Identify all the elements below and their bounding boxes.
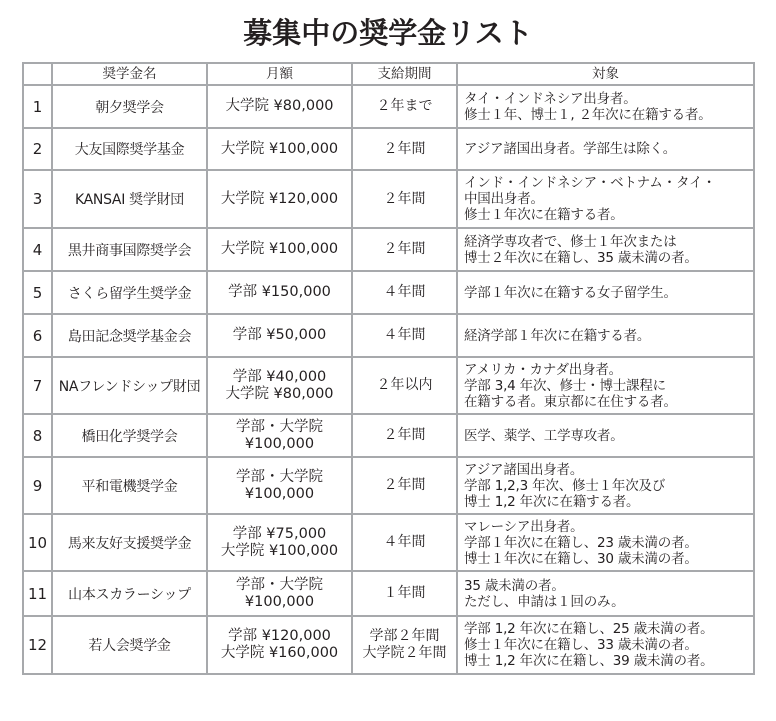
eligibility-line: アメリカ・カナダ出身者。: [464, 361, 622, 378]
table-row: [23, 514, 754, 571]
eligibility-line: 学部 1,2,3 年次、修士１年次及び: [464, 477, 666, 494]
period-line: ２年間: [383, 477, 426, 493]
amount-line: 学部 ¥40,000: [232, 368, 327, 385]
table-row: [23, 314, 754, 357]
period-line: ４年間: [383, 284, 426, 300]
cell-scholarship-name: 山本スカラーシップ: [52, 571, 207, 616]
cell-payment-period: [352, 457, 457, 514]
header-name: 奨学金名: [52, 63, 207, 85]
eligibility-line: 博士 1,2 年次に在籍する者。: [464, 493, 640, 510]
cell-number: 7: [23, 357, 52, 414]
eligibility-line: 修士１年次に在籍する者。: [464, 207, 624, 223]
amount-line: 大学院 ¥160,000: [220, 645, 339, 661]
cell-monthly-amount: [207, 357, 352, 414]
table-row: [23, 271, 754, 314]
eligibility-line: ただし、申請は１回のみ。: [464, 593, 625, 610]
period-line: ４年間: [383, 534, 426, 550]
cell-scholarship-name: 島田記念奨学基金会: [52, 314, 207, 357]
cell-number: 1: [23, 85, 52, 128]
cell-payment-period: [352, 271, 457, 314]
period-line: ２年間: [383, 140, 426, 157]
table-header-row: [23, 63, 754, 85]
eligibility-line: 学部 3,4 年次、修士・博士課程に: [464, 377, 666, 394]
cell-eligibility: [457, 271, 754, 314]
cell-number: 4: [23, 228, 52, 271]
table-row: [23, 616, 754, 674]
cell-monthly-amount: [207, 414, 352, 457]
cell-scholarship-name: 朝夕奨学会: [52, 85, 207, 128]
cell-eligibility: [457, 457, 754, 514]
cell-payment-period: [352, 357, 457, 414]
header-amount: 月額: [207, 63, 352, 85]
cell-eligibility: [457, 571, 754, 616]
cell-eligibility: [457, 357, 754, 414]
cell-scholarship-name: 大友国際奨学基金: [52, 128, 207, 170]
eligibility-line: アジア諸国出身者。: [464, 461, 584, 478]
cell-payment-period: [352, 85, 457, 128]
amount-line: 大学院 ¥100,000: [220, 140, 339, 157]
amount-line: 学部・大学院: [236, 418, 323, 435]
cell-number: 10: [23, 514, 52, 571]
cell-payment-period: [352, 314, 457, 357]
cell-monthly-amount: [207, 128, 352, 170]
cell-monthly-amount: [207, 85, 352, 128]
cell-number: 11: [23, 571, 52, 616]
amount-line: 学部 ¥150,000: [228, 284, 331, 300]
eligibility-line: マレーシア出身者。: [464, 518, 584, 535]
cell-payment-period: [352, 414, 457, 457]
amount-line: 学部 ¥75,000: [232, 525, 327, 542]
eligibility-line: 医学、薬学、工学専攻者。: [464, 427, 624, 444]
cell-scholarship-name: 馬来友好支援奨学金: [52, 514, 207, 571]
period-line: １年間: [383, 585, 426, 601]
table-row: [23, 128, 754, 170]
cell-monthly-amount: [207, 571, 352, 616]
eligibility-line: アジア諸国出身者。学部生は除く。: [464, 141, 676, 157]
amount-line: ¥100,000: [244, 485, 315, 502]
cell-monthly-amount: [207, 514, 352, 571]
cell-number: 9: [23, 457, 52, 514]
cell-eligibility: [457, 314, 754, 357]
amount-line: 大学院 ¥120,000: [220, 190, 339, 207]
cell-scholarship-name: NAフレンドシップ財団: [52, 357, 207, 414]
cell-monthly-amount: [207, 457, 352, 514]
cell-monthly-amount: [207, 314, 352, 357]
amount-line: 大学院 ¥80,000: [225, 385, 334, 402]
period-line: ２年間: [383, 241, 426, 257]
cell-number: 3: [23, 170, 52, 228]
period-line: ２年間: [383, 190, 426, 207]
cell-monthly-amount: [207, 616, 352, 674]
cell-number: 8: [23, 414, 52, 457]
cell-payment-period: [352, 228, 457, 271]
eligibility-line: 修士１年次に在籍し、33 歳未満の者。: [464, 637, 698, 653]
cell-scholarship-name: 若人会奨学金: [52, 616, 207, 674]
cell-eligibility: [457, 514, 754, 571]
cell-eligibility: [457, 414, 754, 457]
table-row: [23, 170, 754, 228]
eligibility-line: インド・インドネシア・ベトナム・タイ・: [464, 175, 716, 191]
cell-number: 2: [23, 128, 52, 170]
cell-payment-period: [352, 571, 457, 616]
amount-line: 学部・大学院: [236, 468, 323, 485]
header-no: [23, 63, 52, 85]
eligibility-line: 修士１年、博士１, ２年次に在籍する者。: [464, 106, 712, 123]
cell-monthly-amount: [207, 228, 352, 271]
amount-line: ¥100,000: [244, 435, 315, 452]
table-row: [23, 414, 754, 457]
page-title: 募集中の奨学金リスト: [243, 16, 533, 50]
eligibility-line: 35 歳未満の者。: [464, 577, 565, 594]
table-row: [23, 228, 754, 271]
amount-line: 大学院 ¥100,000: [220, 241, 339, 257]
amount-line: 学部・大学院: [236, 576, 323, 593]
cell-scholarship-name: さくら留学生奨学金: [52, 271, 207, 314]
table-row: [23, 357, 754, 414]
cell-eligibility: [457, 616, 754, 674]
scholarship-table: [22, 62, 755, 675]
amount-line: 学部 ¥50,000: [232, 327, 327, 343]
eligibility-line: 中国出身者。: [464, 191, 544, 207]
header-target: 対象: [457, 63, 754, 85]
cell-number: 5: [23, 271, 52, 314]
cell-scholarship-name: 平和電機奨学金: [52, 457, 207, 514]
period-line: ４年間: [383, 327, 426, 343]
eligibility-line: 博士１年次に在籍し、30 歳未満の者。: [464, 550, 698, 567]
amount-line: ¥100,000: [244, 593, 315, 610]
eligibility-line: 在籍する者。東京都に在住する者。: [464, 393, 677, 410]
amount-line: 大学院 ¥100,000: [220, 542, 339, 559]
header-period: 支給期間: [352, 63, 457, 85]
cell-payment-period: [352, 616, 457, 674]
period-line: 学部２年間: [369, 628, 440, 644]
table-body: [23, 85, 754, 674]
cell-payment-period: [352, 128, 457, 170]
eligibility-line: 経済学部１年次に在籍する者。: [464, 327, 651, 344]
period-line: 大学院２年間: [362, 645, 447, 661]
cell-scholarship-name: 黒井商事国際奨学会: [52, 228, 207, 271]
eligibility-line: 学部１年次に在籍する女子留学生。: [464, 284, 677, 301]
cell-eligibility: [457, 128, 754, 170]
table-row: [23, 457, 754, 514]
period-line: ２年以内: [376, 377, 433, 393]
table-row: [23, 571, 754, 616]
eligibility-line: 博士２年次に在籍し、35 歳未満の者。: [464, 249, 698, 266]
cell-monthly-amount: [207, 170, 352, 228]
cell-eligibility: [457, 228, 754, 271]
eligibility-line: 博士 1,2 年次に在籍し、39 歳未満の者。: [464, 653, 714, 669]
table-row: [23, 85, 754, 128]
eligibility-line: 学部１年次に在籍し、23 歳未満の者。: [464, 534, 698, 551]
cell-payment-period: [352, 514, 457, 571]
amount-line: 大学院 ¥80,000: [225, 98, 334, 114]
cell-scholarship-name: 橋田化学奨学会: [52, 414, 207, 457]
eligibility-line: 学部 1,2 年次に在籍し、25 歳未満の者。: [464, 621, 714, 637]
eligibility-line: 経済学専攻者で、修士１年次または: [464, 233, 677, 250]
cell-number: 6: [23, 314, 52, 357]
cell-monthly-amount: [207, 271, 352, 314]
cell-number: 12: [23, 616, 52, 674]
cell-eligibility: [457, 85, 754, 128]
eligibility-line: タイ・インドネシア出身者。: [464, 90, 637, 107]
period-line: ２年間: [383, 427, 426, 443]
amount-line: 学部 ¥120,000: [228, 628, 331, 644]
cell-scholarship-name: KANSAI 奨学財団: [52, 170, 207, 228]
cell-eligibility: [457, 170, 754, 228]
period-line: ２年まで: [376, 98, 433, 114]
cell-payment-period: [352, 170, 457, 228]
